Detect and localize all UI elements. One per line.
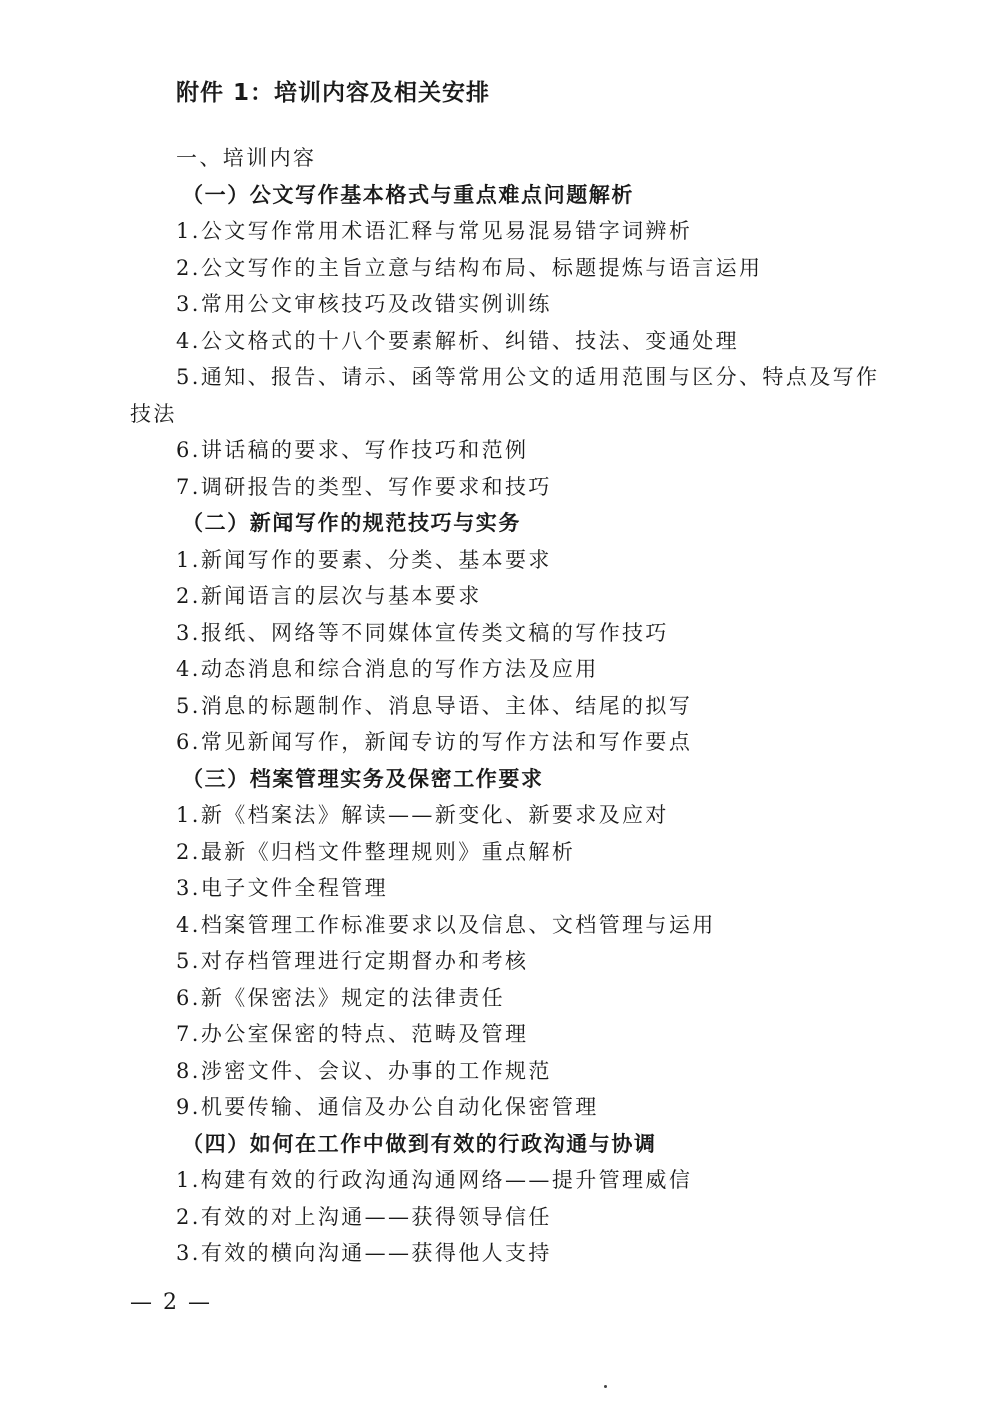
list-item: 1.新闻写作的要素、分类、基本要求 xyxy=(176,547,552,572)
list-item: 5.对存档管理进行定期督办和考核 xyxy=(176,949,529,973)
list-item: 7.办公室保密的特点、范畴及管理 xyxy=(176,1022,529,1046)
list-item: 2.公文写作的主旨立意与结构布局、标题提炼与语言运用 xyxy=(176,255,763,280)
list-item: 8.涉密文件、会议、办事的工作规范 xyxy=(176,1058,552,1083)
list-item: 7.调研报告的类型、写作要求和技巧 xyxy=(176,474,552,499)
list-item: 3.电子文件全程管理 xyxy=(176,876,389,900)
list-item: 4.动态消息和综合消息的写作方法及应用 xyxy=(176,657,599,681)
list-item: 1.新《档案法》解读——新变化、新要求及应对 xyxy=(176,803,669,827)
list-item: 5.消息的标题制作、消息导语、主体、结尾的拟写 xyxy=(176,693,693,718)
list-item: 4.公文格式的十八个要素解析、纠错、技法、变通处理 xyxy=(176,328,740,353)
section-heading: 一、培训内容 xyxy=(176,146,317,170)
list-item: 2.最新《归档文件整理规则》重点解析 xyxy=(176,839,576,864)
list-item: 3.有效的横向沟通——获得他人支持 xyxy=(176,1241,552,1265)
part-heading-3: （三）档案管理实务及保密工作要求 xyxy=(182,766,544,791)
list-item: 2.有效的对上沟通——获得领导信任 xyxy=(176,1204,552,1229)
list-item: 4.档案管理工作标准要求以及信息、文档管理与运用 xyxy=(176,912,716,937)
list-item: 2.新闻语言的层次与基本要求 xyxy=(176,584,482,608)
list-item: 6.新《保密法》规定的法律责任 xyxy=(176,985,506,1010)
list-item: 5.通知、报告、请示、函等常用公文的适用范围与区分、特点及写作技法 xyxy=(130,365,880,426)
part-heading-1: （一）公文写作基本格式与重点难点问题解析 xyxy=(182,182,634,207)
part-heading-2: （二）新闻写作的规范技巧与实务 xyxy=(182,511,521,535)
document-body xyxy=(130,140,890,1272)
list-item: 6.讲话稿的要求、写作技巧和范例 xyxy=(176,438,529,462)
scan-speck xyxy=(604,1385,607,1388)
list-item: 9.机要传输、通信及办公自动化保密管理 xyxy=(176,1095,599,1119)
list-item: 3.报纸、网络等不同媒体宣传类文稿的写作技巧 xyxy=(176,620,669,645)
list-item: 1.构建有效的行政沟通沟通网络——提升管理威信 xyxy=(176,1168,693,1192)
attachment-title: 附件 1：培训内容及相关安排 xyxy=(176,80,491,106)
list-item: 1.公文写作常用术语汇释与常见易混易错字词辨析 xyxy=(176,219,693,243)
part-heading-4: （四）如何在工作中做到有效的行政沟通与协调 xyxy=(182,1131,657,1156)
list-item: 6.常见新闻写作，新闻专访的写作方法和写作要点 xyxy=(176,730,693,754)
list-item: 3.常用公文审核技巧及改错实例训练 xyxy=(176,292,552,316)
page-number: — 2 — xyxy=(130,1290,212,1315)
